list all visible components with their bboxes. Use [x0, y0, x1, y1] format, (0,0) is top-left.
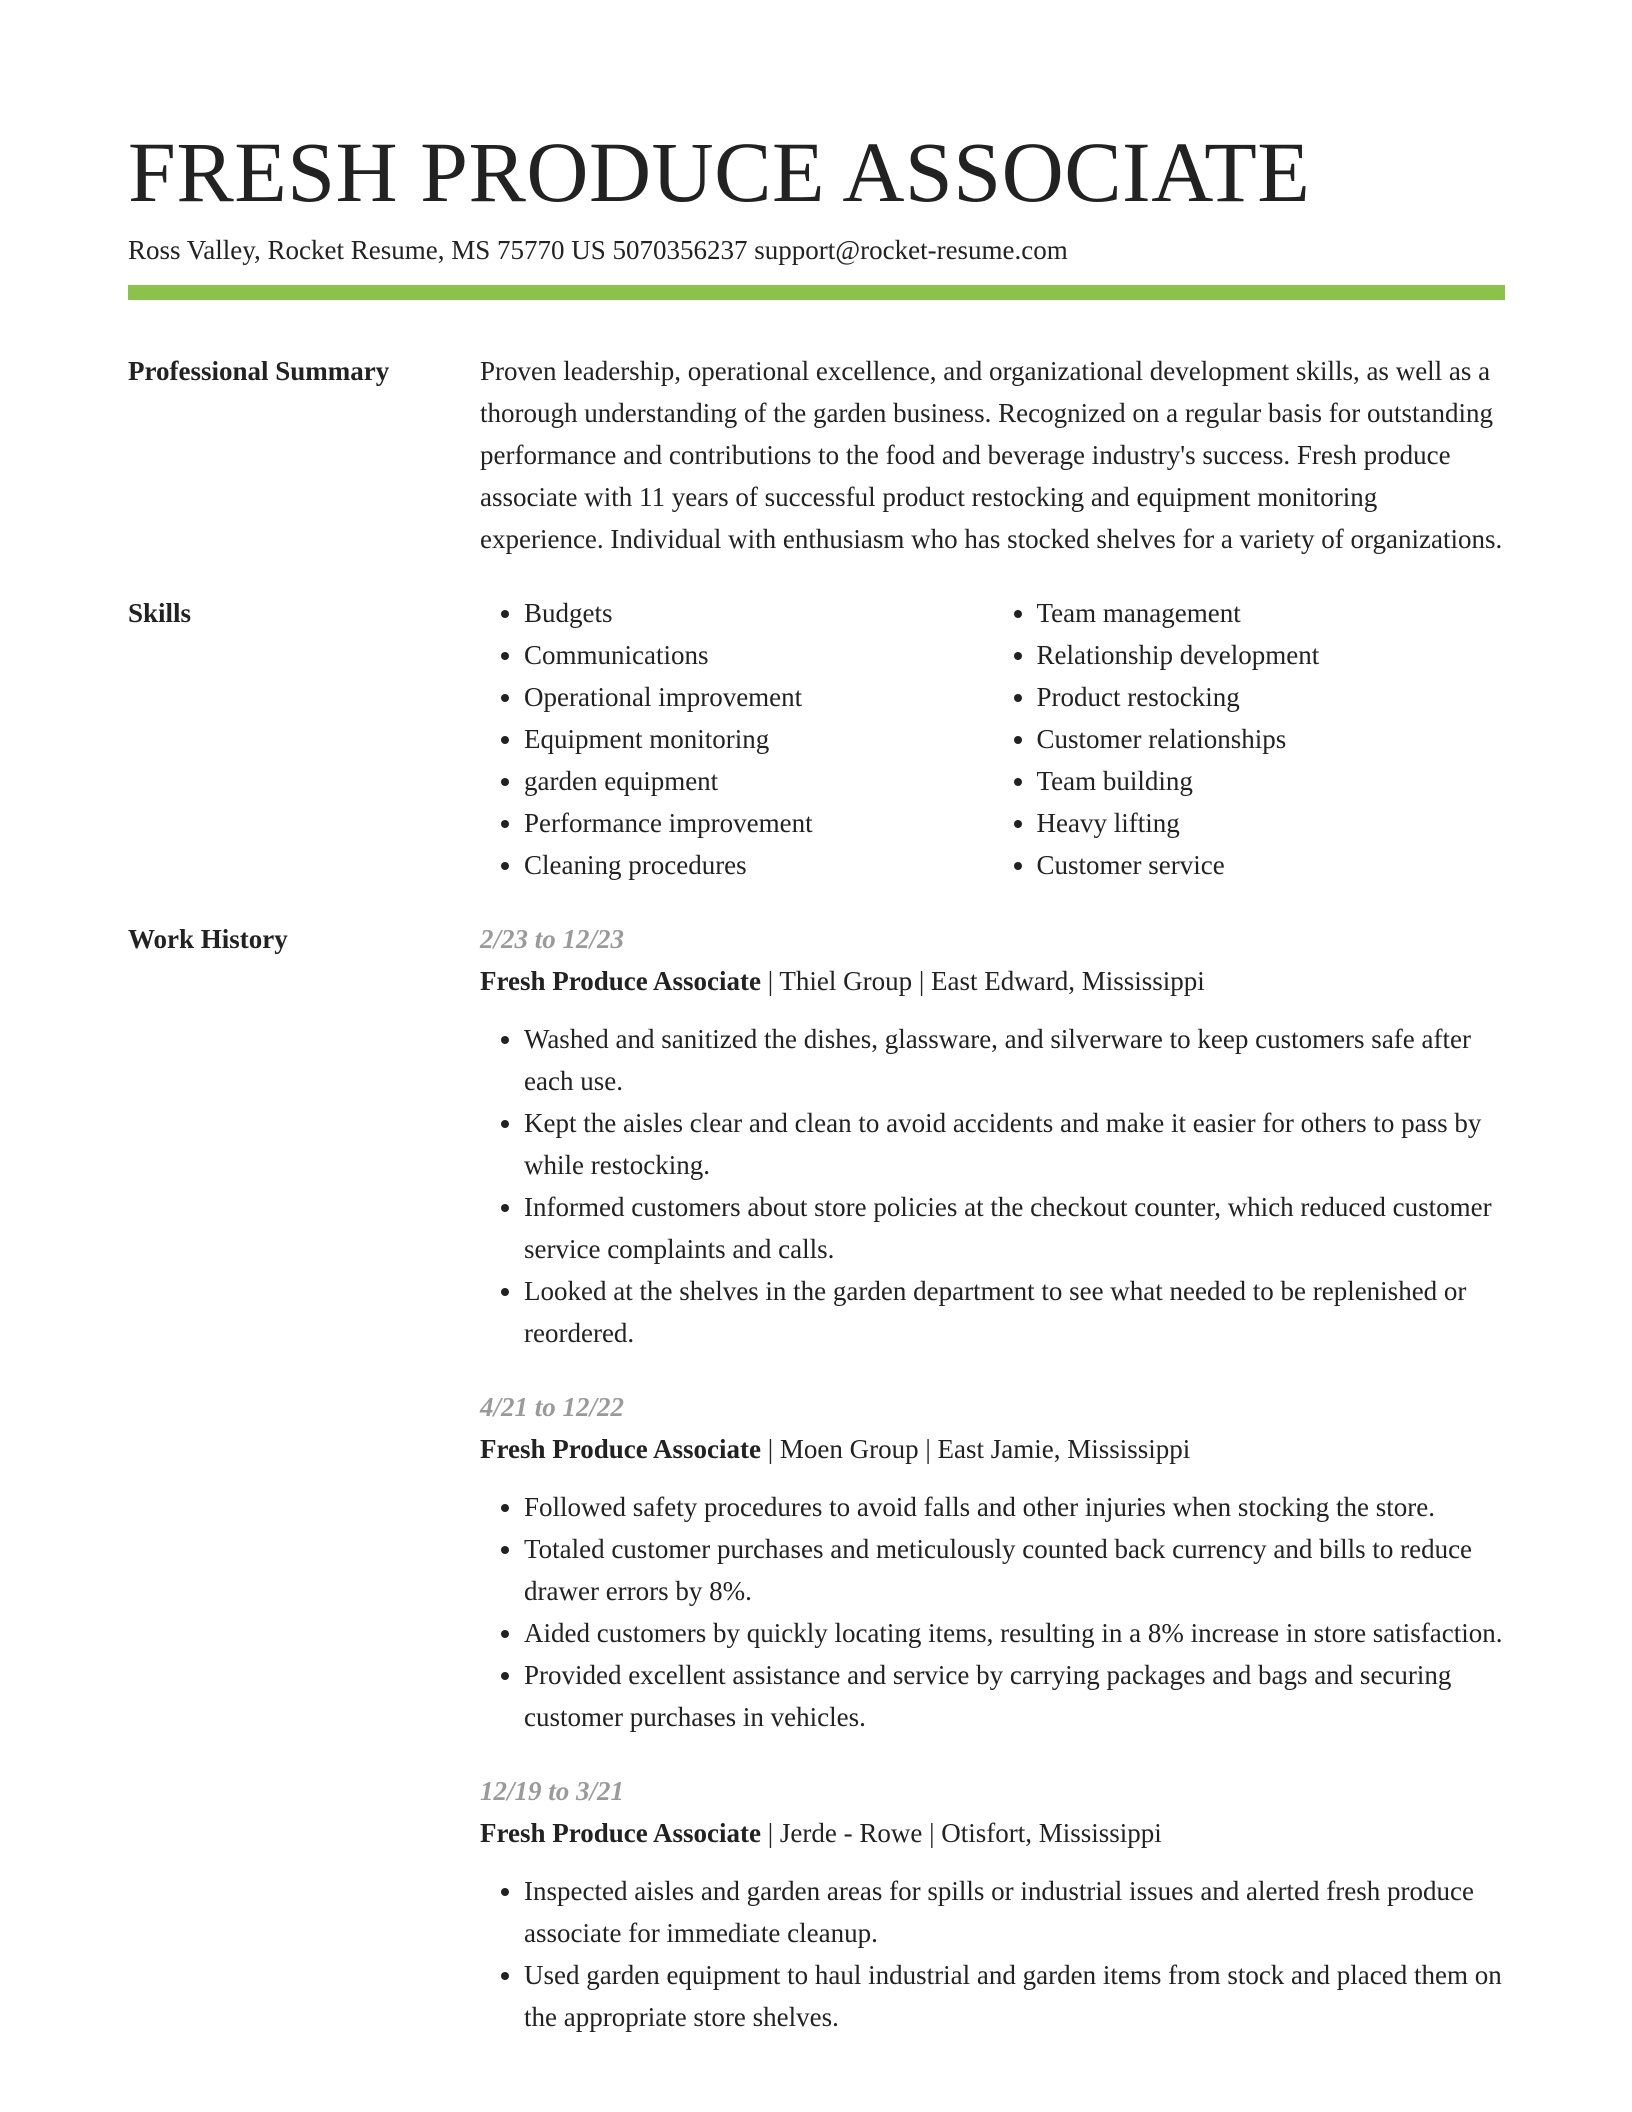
skill-item: • Operational improvement [524, 676, 993, 718]
job-location: East Jamie, Mississippi [937, 1434, 1191, 1464]
job-bullet: • Inspected aisles and garden areas for spills or industrial issues and alerted fresh produce associate for immediate cleanup. [524, 1870, 1505, 1954]
skill-item: • Cleaning procedures [524, 844, 993, 886]
separator: | [912, 966, 932, 996]
skill-item: • Product restocking [1037, 676, 1506, 718]
section-heading: Professional Summary [128, 356, 390, 386]
job-title: Fresh Produce Associate [480, 966, 761, 996]
resume-page [128, 0, 1505, 2070]
job-company: Moen Group [779, 1434, 919, 1464]
accent-divider [128, 285, 1505, 300]
job-company: Thiel Group [779, 966, 913, 996]
separator: | [922, 1818, 942, 1848]
job-dates: 2/23 to 12/23 [480, 924, 625, 954]
job-bullet-list [480, 1486, 1505, 1738]
job-bullet: • Aided customers by quickly locating items, resulting in a 8% increase in store satisfaction. [524, 1612, 1505, 1654]
job-location: East Edward, Mississippi [931, 966, 1205, 996]
job-entry [480, 918, 1505, 1354]
job-title: Fresh Produce Associate [480, 1434, 761, 1464]
job-bullet: • Totaled customer purchases and meticulously counted back currency and bills to reduce drawer errors by 8%. [524, 1528, 1505, 1612]
job-location: Otisfort, Mississippi [941, 1818, 1162, 1848]
job-title-line [480, 1428, 1505, 1470]
skill-item: • Performance improvement [524, 802, 993, 844]
job-bullet-list [480, 1870, 1505, 2038]
skill-item: • Budgets [524, 592, 993, 634]
resume-title: FRESH PRODUCE ASSOCIATE [128, 124, 1311, 220]
job-bullet: • Informed customers about store policies at the checkout counter, which reduced customer service complaints and calls. [524, 1186, 1505, 1270]
job-title-line [480, 960, 1505, 1002]
summary-body [480, 350, 1505, 560]
skill-item: • garden equipment [524, 760, 993, 802]
job-bullet: • Washed and sanitized the dishes, glassware, and silverware to keep customers safe after each use. [524, 1018, 1505, 1102]
skills-grid [480, 592, 1505, 886]
job-title-line [480, 1812, 1505, 1854]
skills-list-left [480, 592, 993, 886]
skills-section [128, 592, 1505, 886]
section-heading: Work History [128, 924, 288, 954]
job-bullet-list [480, 1018, 1505, 1354]
job-entry [480, 1386, 1505, 1738]
professional-summary-section [128, 350, 1505, 560]
separator: | [760, 1818, 780, 1848]
contact-line: Ross Valley, Rocket Resume, MS 75770 US 5070356237 support@rocket-resume.com [128, 235, 1068, 265]
job-bullet: • Followed safety procedures to avoid falls and other injuries when stocking the store. [524, 1486, 1505, 1528]
section-heading: Skills [128, 598, 192, 628]
skill-item: • Communications [524, 634, 993, 676]
skill-item: • Team management [1037, 592, 1506, 634]
separator: | [918, 1434, 938, 1464]
job-bullet: • Looked at the shelves in the garden department to see what needed to be replenished or reordered. [524, 1270, 1505, 1354]
job-company: Jerde - Rowe [779, 1818, 923, 1848]
job-title: Fresh Produce Associate [480, 1818, 761, 1848]
skill-item: • Team building [1037, 760, 1506, 802]
work-history-body [480, 918, 1505, 2070]
job-bullet: • Kept the aisles clear and clean to avoid accidents and make it easier for others to pass by while restocking. [524, 1102, 1505, 1186]
job-entry [480, 1770, 1505, 2038]
job-bullet: • Used garden equipment to haul industrial and garden items from stock and placed them on the appropriate store shelves. [524, 1954, 1505, 2038]
skill-item: • Heavy lifting [1037, 802, 1506, 844]
job-dates: 12/19 to 3/21 [480, 1776, 625, 1806]
skill-item: • Relationship development [1037, 634, 1506, 676]
skill-item: • Customer service [1037, 844, 1506, 886]
skills-list-right [993, 592, 1506, 886]
skill-item: • Customer relationships [1037, 718, 1506, 760]
separator: | [760, 966, 780, 996]
skill-item: • Equipment monitoring [524, 718, 993, 760]
work-history-section [128, 918, 1505, 2070]
separator: | [760, 1434, 780, 1464]
job-bullet: • Provided excellent assistance and service by carrying packages and bags and securing customer purchases in vehicles. [524, 1654, 1505, 1738]
summary-text: Proven leadership, operational excellence, and organizational development skills, as well as a thorough understanding of the garden business. Recognized on a regular basis for outstanding performance and contributions to the food and beverage industry's success. Fresh produce associate with 11 years of successful product restocking and equipment monitoring experience. Individual with enthusiasm who has stocked shelves for a variety of organizations. [480, 356, 1503, 554]
job-dates: 4/21 to 12/22 [480, 1392, 625, 1422]
